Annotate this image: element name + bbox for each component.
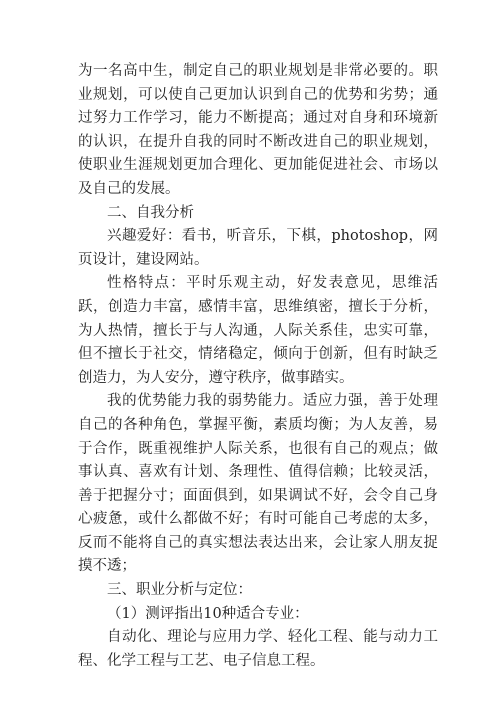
- section-heading-self-analysis: 二、自我分析: [107, 204, 194, 221]
- document-body: [78, 60, 438, 673]
- intro-paragraph: 为一名高中生，制定自己的职业规划是非常必要的。职业规划，可以使自己更加认识到自己的优势和劣势；通过努力工作学习，能力不断提高；通过对自身和环境新的认识，在提升自我的同时不断改进自己的职业规划，使职业生涯规划更加合理化、更加能促进社会、市场以及自己的发展。: [78, 63, 438, 197]
- strengths-weaknesses-paragraph: 我的优势能力我的弱势能力。适应力强，善于处理自己的各种角色，掌握平衡，素质均衡；为人友善，易于合作，既重视维护人际关系，也很有自己的观点；做事认真、喜欢有计划、条理性、值得信赖；比较灵活，善于把握分寸；面面俱到，如果调试不好，会令自己身心疲惫，或什么都做不好；有时可能自己考虑的太多，反而不能将自己的真实想法表达出来，会让家人朋友捉摸不透；: [78, 393, 438, 575]
- section-heading-career-analysis: 三、职业分析与定位：: [107, 582, 252, 599]
- personality-paragraph: 性格特点：平时乐观主动，好发表意见，思维活跃，创造力丰富，感情丰富，思维缜密，擅长于分析，为人热情，擅长于与人沟通，人际关系佳，忠实可靠，但不擅长于社交，情绪稳定，倾向于创新，但有时缺乏创造力，为人安分，遵守秩序，做事踏实。: [78, 275, 438, 386]
- assessment-paragraph: （1）测评指出10种适合专业：: [107, 605, 309, 622]
- majors-paragraph: 自动化、理论与应用力学、轻化工程、能与动力工程、化学工程与工艺、电子信息工程。: [78, 629, 438, 669]
- hobbies-paragraph: 兴趣爱好：看书，听音乐，下棋，photoshop，网页设计，建设网站。: [78, 228, 438, 268]
